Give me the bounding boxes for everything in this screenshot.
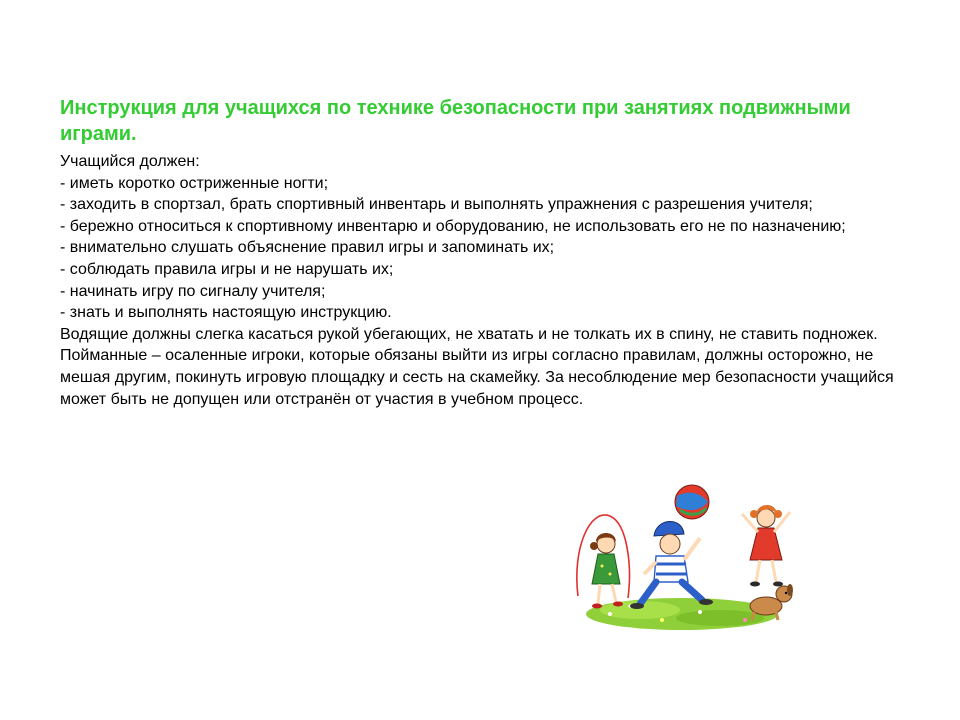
instruction-text-block: [60, 95, 910, 410]
instruction-line-equipment: - бережно относиться к спортивному инвентарю и оборудованию, не использовать его не по назначению;: [60, 217, 846, 235]
instruction-line-know: - знать и выполнять настоящую инструкцию.: [60, 304, 392, 322]
children-playing-illustration: [570, 478, 810, 634]
girl-with-jump-rope: [577, 515, 630, 609]
instruction-line-gym-entry: - заходить в спортзал, брать спортивный инвентарь и выполнять упражнения с разрешения учителя;: [60, 196, 813, 214]
girl-in-red-dress: [742, 505, 790, 587]
instruction-body: [60, 151, 910, 410]
instruction-title: Инструкция для учащихся по технике безопасности при занятиях подвижными играми.: [60, 97, 851, 145]
instruction-line-caught: Пойманные – осаленные игроки, которые обязаны выйти из игры согласно правилам, должны осторожно, не мешая другим, покинуть игровую площадку и сесть на скамейку. За несоблюдение мер безопасности учащийся может быть не допущен или отстранён от участия в учебном процесс.: [60, 347, 894, 408]
instruction-line-nails: - иметь коротко остриженные ногти;: [60, 174, 329, 192]
instruction-line-rules: - соблюдать правила игры и не нарушать их;: [60, 260, 394, 278]
instruction-line-listen: - внимательно слушать объяснение правил игры и запоминать их;: [60, 239, 555, 257]
boy-in-blue-cap: [630, 521, 713, 609]
instruction-line-signal: - начинать игру по сигналу учителя;: [60, 282, 326, 300]
ball: [675, 485, 709, 519]
instruction-line-intro: Учащийся должен:: [60, 153, 200, 170]
instruction-line-taggers: Водящие должны слегка касаться рукой убегающих, не хватать и не толкать их в спину, не ставить подножек.: [60, 325, 878, 343]
